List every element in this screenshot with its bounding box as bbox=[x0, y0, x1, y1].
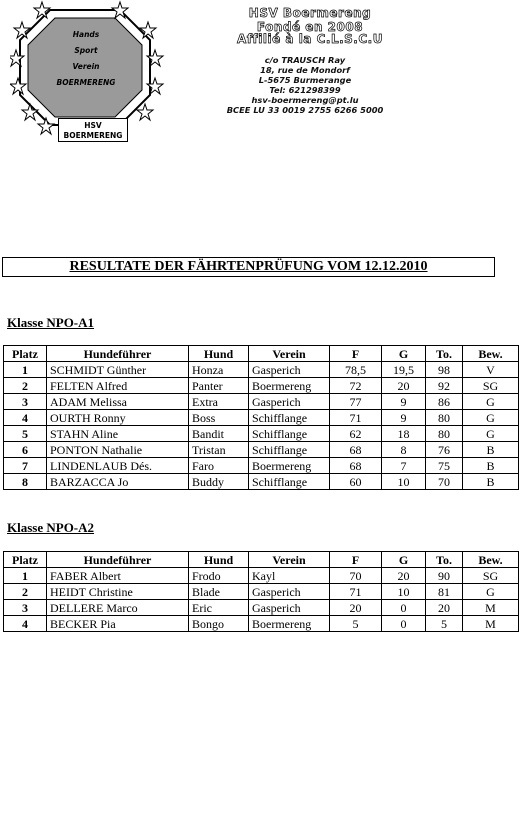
cell-bewertung: B bbox=[463, 458, 519, 474]
class-a1-rows bbox=[4, 362, 519, 490]
cell-verein: Schifflange bbox=[249, 442, 330, 458]
cell-hund: Bongo bbox=[189, 616, 249, 632]
table-row bbox=[4, 474, 519, 490]
cell-hund: Buddy bbox=[189, 474, 249, 490]
cell-platz: 1 bbox=[4, 568, 47, 584]
logo-banner bbox=[58, 118, 128, 142]
cell-bewertung: G bbox=[463, 426, 519, 442]
cell-hundefuehrer: BARZACCA Jo bbox=[47, 474, 189, 490]
cell-total: 75 bbox=[426, 458, 463, 474]
cell-f: 62 bbox=[330, 426, 382, 442]
cell-hundefuehrer: LINDENLAUB Dés. bbox=[47, 458, 189, 474]
col-header-g: G bbox=[382, 346, 426, 362]
table-header-row bbox=[4, 552, 519, 568]
table-row bbox=[4, 378, 519, 394]
cell-verein: Kayl bbox=[249, 568, 330, 584]
cell-hundefuehrer: PONTON Nathalie bbox=[47, 442, 189, 458]
cell-hund: Tristan bbox=[189, 442, 249, 458]
cell-g: 9 bbox=[382, 410, 426, 426]
cell-verein: Gasperich bbox=[249, 600, 330, 616]
cell-g: 18 bbox=[382, 426, 426, 442]
cell-hundefuehrer: STAHN Aline bbox=[47, 426, 189, 442]
class-a2-table bbox=[3, 551, 519, 632]
address-co: c/o TRAUSCH Ray bbox=[264, 55, 346, 65]
cell-platz: 8 bbox=[4, 474, 47, 490]
club-logo bbox=[10, 0, 170, 145]
address-phone: Tel: 621298399 bbox=[269, 85, 341, 95]
logo-text-verein: Verein bbox=[72, 62, 100, 71]
cell-total: 5 bbox=[426, 616, 463, 632]
col-header-verein: Verein bbox=[249, 346, 330, 362]
table-row bbox=[4, 568, 519, 584]
cell-verein: Boermereng bbox=[249, 378, 330, 394]
cell-total: 80 bbox=[426, 410, 463, 426]
cell-verein: Gasperich bbox=[249, 584, 330, 600]
cell-hundefuehrer: HEIDT Christine bbox=[47, 584, 189, 600]
cell-g: 8 bbox=[382, 442, 426, 458]
table-row bbox=[4, 362, 519, 378]
logo-banner-line1: HSV bbox=[84, 121, 102, 130]
cell-f: 77 bbox=[330, 394, 382, 410]
class-a2-rows bbox=[4, 568, 519, 632]
cell-hund: Honza bbox=[189, 362, 249, 378]
col-header-hundefuehrer: Hundeführer bbox=[47, 346, 189, 362]
cell-total: 76 bbox=[426, 442, 463, 458]
cell-bewertung: G bbox=[463, 394, 519, 410]
col-header-total: To. bbox=[426, 552, 463, 568]
cell-f: 70 bbox=[330, 568, 382, 584]
address-street: 18, rue de Mondorf bbox=[260, 65, 350, 75]
cell-hundefuehrer: FELTEN Alfred bbox=[47, 378, 189, 394]
cell-platz: 4 bbox=[4, 616, 47, 632]
founded-line: Fondé en 2008 bbox=[256, 20, 364, 34]
cell-bewertung: B bbox=[463, 474, 519, 490]
cell-g: 0 bbox=[382, 600, 426, 616]
logo-text-sport: Sport bbox=[74, 46, 98, 55]
cell-platz: 3 bbox=[4, 600, 47, 616]
cell-verein: Boermereng bbox=[249, 458, 330, 474]
cell-verein: Schifflange bbox=[249, 426, 330, 442]
table-row bbox=[4, 458, 519, 474]
cell-platz: 3 bbox=[4, 394, 47, 410]
cell-hund: Boss bbox=[189, 410, 249, 426]
results-title-box bbox=[2, 257, 495, 277]
cell-f: 68 bbox=[330, 442, 382, 458]
cell-bewertung: SG bbox=[463, 378, 519, 394]
logo-text-hands: Hands bbox=[72, 30, 100, 39]
cell-f: 78,5 bbox=[330, 362, 382, 378]
cell-f: 72 bbox=[330, 378, 382, 394]
col-header-total: To. bbox=[426, 346, 463, 362]
col-header-platz: Platz bbox=[4, 552, 47, 568]
cell-total: 90 bbox=[426, 568, 463, 584]
cell-total: 80 bbox=[426, 426, 463, 442]
col-header-hund: Hund bbox=[189, 552, 249, 568]
class-a2-heading: Klasse NPO-A2 bbox=[7, 520, 95, 535]
cell-g: 19,5 bbox=[382, 362, 426, 378]
table-row bbox=[4, 442, 519, 458]
cell-f: 60 bbox=[330, 474, 382, 490]
col-header-f: F bbox=[330, 552, 382, 568]
cell-g: 0 bbox=[382, 616, 426, 632]
address-email: hsv-boermereng@pt.lu bbox=[251, 95, 359, 105]
cell-bewertung: SG bbox=[463, 568, 519, 584]
address-city: L-5675 Burmerange bbox=[258, 75, 352, 85]
address-bank: BCEE LU 33 0019 2755 6266 5000 bbox=[226, 105, 384, 115]
table-row bbox=[4, 616, 519, 632]
cell-hund: Frodo bbox=[189, 568, 249, 584]
cell-verein: Gasperich bbox=[249, 394, 330, 410]
col-header-bewertung: Bew. bbox=[463, 552, 519, 568]
cell-hundefuehrer: BECKER Pia bbox=[47, 616, 189, 632]
cell-bewertung: G bbox=[463, 584, 519, 600]
cell-platz: 2 bbox=[4, 378, 47, 394]
cell-verein: Boermereng bbox=[249, 616, 330, 632]
cell-total: 86 bbox=[426, 394, 463, 410]
cell-g: 10 bbox=[382, 474, 426, 490]
cell-total: 81 bbox=[426, 584, 463, 600]
class-a1-heading: Klasse NPO-A1 bbox=[7, 315, 95, 330]
col-header-g: G bbox=[382, 552, 426, 568]
club-name: HSV Boermereng bbox=[248, 6, 372, 20]
table-row bbox=[4, 426, 519, 442]
cell-verein: Schifflange bbox=[249, 474, 330, 490]
cell-platz: 7 bbox=[4, 458, 47, 474]
cell-bewertung: V bbox=[463, 362, 519, 378]
col-header-verein: Verein bbox=[249, 552, 330, 568]
cell-g: 20 bbox=[382, 378, 426, 394]
cell-platz: 4 bbox=[4, 410, 47, 426]
cell-hundefuehrer: DELLERE Marco bbox=[47, 600, 189, 616]
cell-f: 5 bbox=[330, 616, 382, 632]
affiliation-line: Affilié à la C.L.S.C.U bbox=[237, 32, 383, 46]
table-row bbox=[4, 600, 519, 616]
col-header-f: F bbox=[330, 346, 382, 362]
col-header-platz: Platz bbox=[4, 346, 47, 362]
cell-total: 70 bbox=[426, 474, 463, 490]
cell-f: 71 bbox=[330, 410, 382, 426]
cell-hundefuehrer: ADAM Melissa bbox=[47, 394, 189, 410]
cell-hund: Extra bbox=[189, 394, 249, 410]
cell-platz: 5 bbox=[4, 426, 47, 442]
cell-bewertung: B bbox=[463, 442, 519, 458]
cell-hundefuehrer: OURTH Ronny bbox=[47, 410, 189, 426]
cell-f: 68 bbox=[330, 458, 382, 474]
logo-text-boermereng: BOERMERENG bbox=[56, 78, 116, 87]
col-header-hund: Hund bbox=[189, 346, 249, 362]
cell-hundefuehrer: FABER Albert bbox=[47, 568, 189, 584]
table-row bbox=[4, 394, 519, 410]
cell-platz: 6 bbox=[4, 442, 47, 458]
cell-verein: Schifflange bbox=[249, 410, 330, 426]
col-header-bewertung: Bew. bbox=[463, 346, 519, 362]
cell-g: 20 bbox=[382, 568, 426, 584]
cell-hund: Faro bbox=[189, 458, 249, 474]
cell-total: 92 bbox=[426, 378, 463, 394]
cell-platz: 2 bbox=[4, 584, 47, 600]
class-a1-table bbox=[3, 345, 519, 490]
results-title: RESULTATE DER FÄHRTENPRÜFUNG VOM 12.12.2010 bbox=[69, 259, 428, 274]
table-row bbox=[4, 584, 519, 600]
cell-total: 98 bbox=[426, 362, 463, 378]
cell-hund: Eric bbox=[189, 600, 249, 616]
cell-hund: Panter bbox=[189, 378, 249, 394]
cell-hund: Blade bbox=[189, 584, 249, 600]
cell-verein: Gasperich bbox=[249, 362, 330, 378]
col-header-hundefuehrer: Hundeführer bbox=[47, 552, 189, 568]
cell-hund: Bandit bbox=[189, 426, 249, 442]
logo-banner-line2: BOERMERENG bbox=[63, 131, 123, 140]
cell-g: 9 bbox=[382, 394, 426, 410]
cell-total: 20 bbox=[426, 600, 463, 616]
table-row bbox=[4, 410, 519, 426]
cell-bewertung: M bbox=[463, 600, 519, 616]
cell-bewertung: G bbox=[463, 410, 519, 426]
address-block bbox=[210, 55, 400, 115]
cell-bewertung: M bbox=[463, 616, 519, 632]
cell-f: 20 bbox=[330, 600, 382, 616]
cell-f: 71 bbox=[330, 584, 382, 600]
cell-g: 10 bbox=[382, 584, 426, 600]
cell-g: 7 bbox=[382, 458, 426, 474]
table-header-row bbox=[4, 346, 519, 362]
cell-platz: 1 bbox=[4, 362, 47, 378]
cell-hundefuehrer: SCHMIDT Günther bbox=[47, 362, 189, 378]
